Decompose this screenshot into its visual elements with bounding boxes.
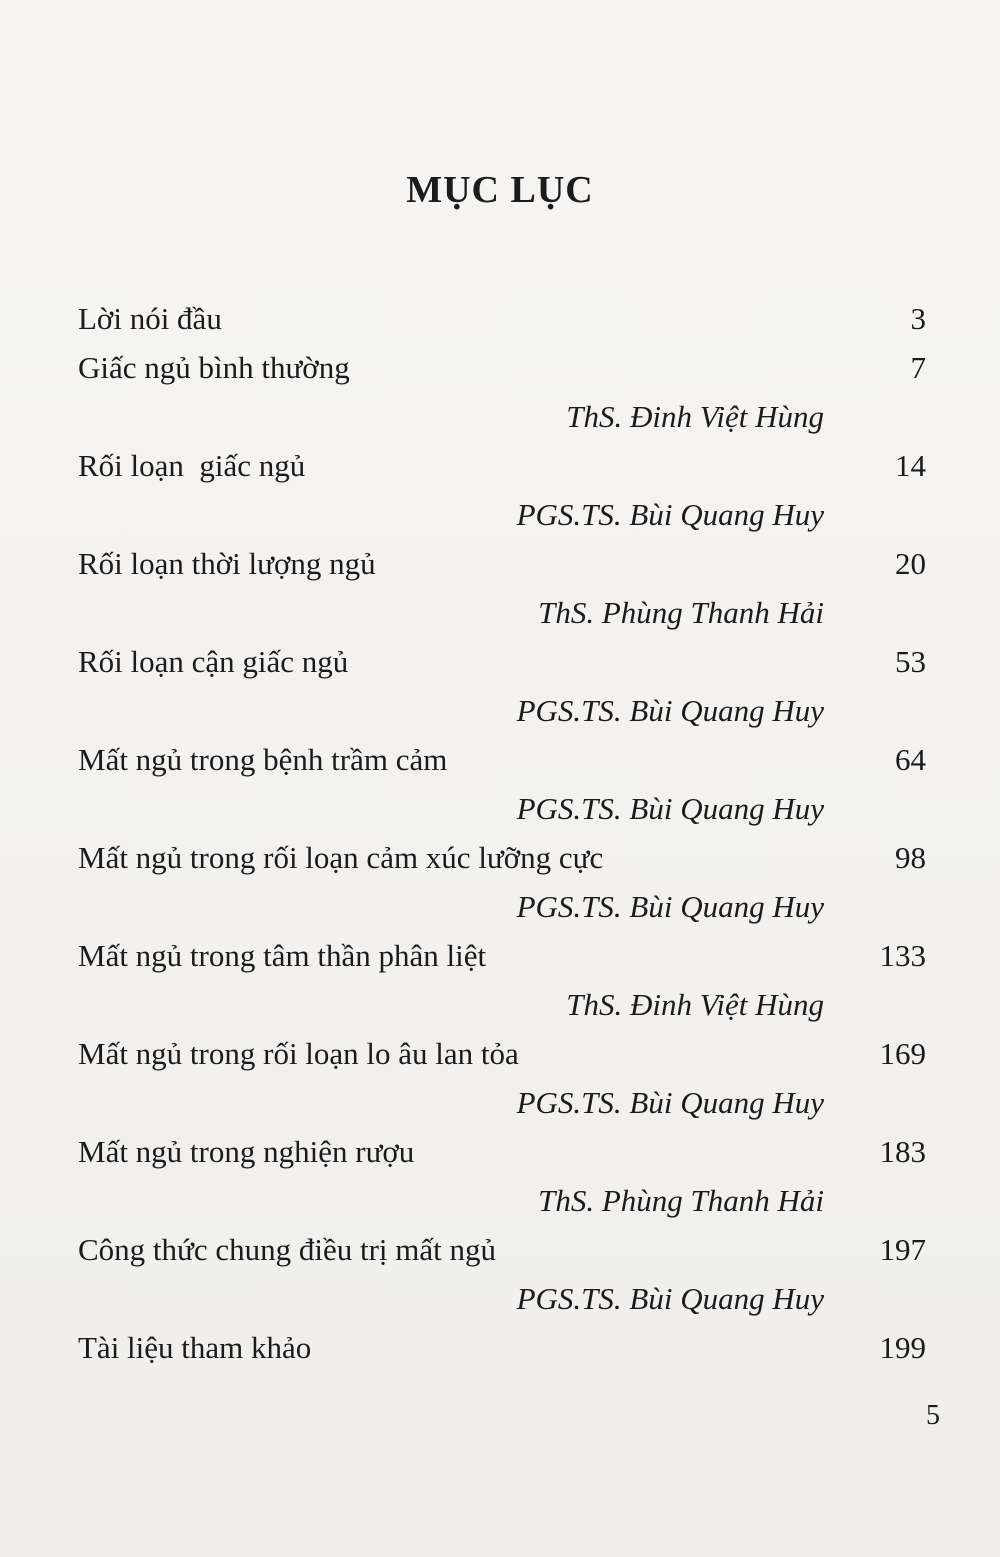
- toc-entry-author: PGS.TS. Bùi Quang Huy: [516, 1085, 824, 1120]
- toc-entry-row: [78, 1225, 928, 1274]
- toc-entry-row: [78, 441, 928, 490]
- toc-entry-page: 133: [879, 938, 926, 973]
- toc-entry-page: 3: [910, 301, 926, 336]
- toc-entry: [78, 294, 928, 343]
- toc-entry-row: [78, 833, 928, 882]
- toc-entry-title: Rối loạn cận giấc ngủ: [78, 644, 349, 679]
- toc-entry-page: 199: [879, 1330, 926, 1365]
- toc-entry: [78, 1225, 928, 1323]
- toc-entry-author: PGS.TS. Bùi Quang Huy: [516, 1281, 824, 1316]
- toc-entry-title: Mất ngủ trong rối loạn cảm xúc lưỡng cực: [78, 840, 604, 875]
- toc-entry-author: ThS. Đinh Việt Hùng: [566, 399, 824, 434]
- toc-entry-author: PGS.TS. Bùi Quang Huy: [516, 497, 824, 532]
- page-number: 5: [926, 1400, 940, 1431]
- toc-entry-row: [78, 539, 928, 588]
- toc-entry-title: Rối loạn thời lượng ngủ: [78, 546, 376, 581]
- toc-entry: [78, 1127, 928, 1225]
- toc-entry-title: Rối loạn giấc ngủ: [78, 448, 306, 483]
- toc-entry: [78, 833, 928, 931]
- toc-entry: [78, 1323, 928, 1372]
- toc-entry-author: PGS.TS. Bùi Quang Huy: [516, 791, 824, 826]
- toc-entry-page: 7: [910, 350, 926, 385]
- toc-entry-page: 53: [895, 644, 926, 679]
- toc-entry-row: [78, 1127, 928, 1176]
- toc-entry-author: ThS. Đinh Việt Hùng: [566, 987, 824, 1022]
- toc-entry-row: [78, 1029, 928, 1078]
- toc-entry-title: Công thức chung điều trị mất ngủ: [78, 1232, 497, 1267]
- toc-entry-row: [78, 1323, 928, 1372]
- toc-entry-row: [78, 735, 928, 784]
- toc-entry: [78, 1029, 928, 1127]
- toc-entry-author: PGS.TS. Bùi Quang Huy: [516, 693, 824, 728]
- toc-entry-page: 197: [879, 1232, 926, 1267]
- toc-entry-row: [78, 343, 928, 392]
- toc-entry-title: Mất ngủ trong tâm thần phân liệt: [78, 938, 487, 973]
- toc-entry-author: ThS. Phùng Thanh Hải: [538, 1183, 824, 1218]
- toc-entry: [78, 343, 928, 441]
- toc-entry-author: PGS.TS. Bùi Quang Huy: [516, 889, 824, 924]
- toc-entry-page: 183: [879, 1134, 926, 1169]
- toc-entry-row: [78, 294, 928, 343]
- toc-entry-row: [78, 637, 928, 686]
- toc-entry-row: [78, 931, 928, 980]
- toc-entry-page: 64: [895, 742, 926, 777]
- toc-entry: [78, 441, 928, 539]
- toc-entry-title: Mất ngủ trong bệnh trầm cảm: [78, 742, 448, 777]
- toc-entry-page: 20: [895, 546, 926, 581]
- toc-entry-page: 169: [879, 1036, 926, 1071]
- toc-entry-title: Tài liệu tham khảo: [78, 1330, 312, 1365]
- toc-entry: [78, 735, 928, 833]
- toc-entry-author: ThS. Phùng Thanh Hải: [538, 595, 824, 630]
- toc-entry: [78, 539, 928, 637]
- toc-entry-title: Giấc ngủ bình thường: [78, 350, 350, 385]
- toc-entry: [78, 637, 928, 735]
- page-title: MỤC LỤC: [406, 169, 594, 211]
- toc-entry-title: Lời nói đầu: [78, 301, 222, 336]
- toc-entry-page: 98: [895, 840, 926, 875]
- toc-entry-title: Mất ngủ trong nghiện rượu: [78, 1134, 415, 1169]
- toc-entry-title: Mất ngủ trong rối loạn lo âu lan tỏa: [78, 1036, 519, 1071]
- toc-entry-page: 14: [895, 448, 926, 483]
- table-of-contents: [78, 294, 928, 1372]
- toc-entry: [78, 931, 928, 1029]
